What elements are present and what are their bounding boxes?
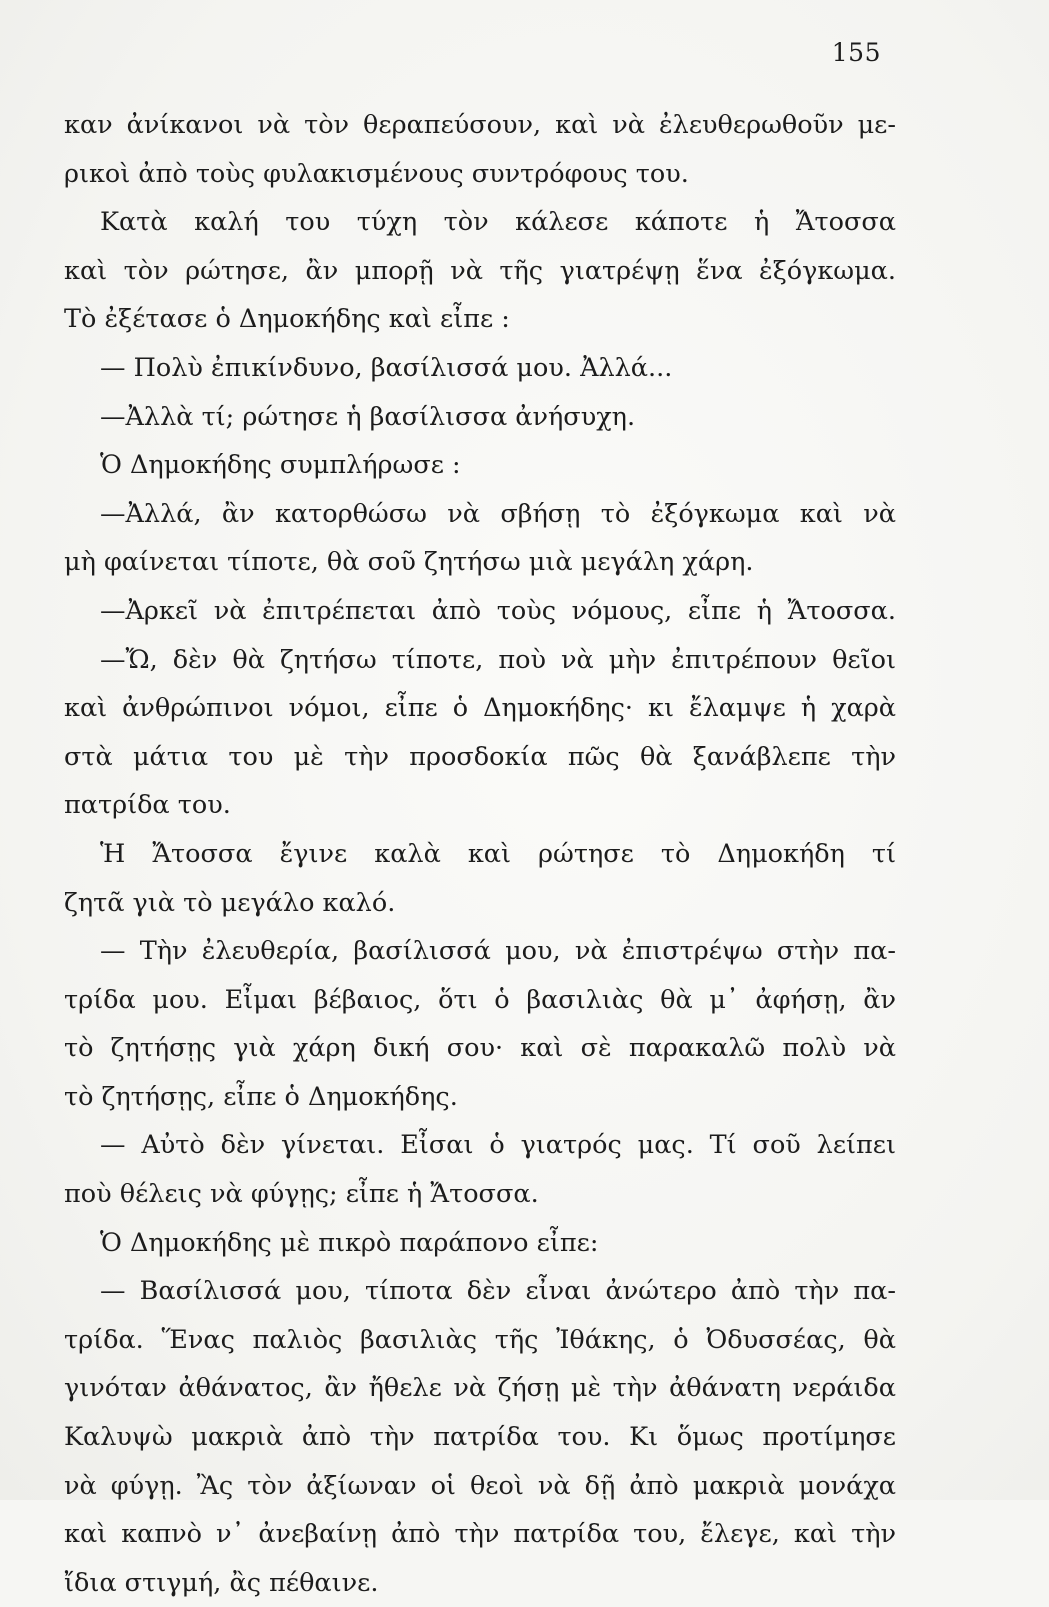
text-line: Τὸ ἐξέτασε ὁ Δημοκήδης καὶ εἶπε : [64, 304, 510, 335]
text-line: —Ἀλλὰ τί; ρώτησε ἡ βασίλισσα ἀνήσυχη. [100, 401, 636, 432]
text-line: Ὁ Δημοκήδης συμπλήρωσε : [100, 450, 461, 481]
page-number: 155 [831, 38, 881, 67]
text-line: Καλυψὼ μακριὰ ἀπὸ τὴν πατρίδα του. Κι ὅμως προτίμησε [64, 1422, 896, 1453]
text-line: νὰ φύγῃ. Ἂς τὸν ἀξίωναν οἱ θεοὶ νὰ δῇ ἀπὸ μακριὰ μονάχα [64, 1470, 896, 1501]
text-line: Ὁ Δημοκήδης μὲ πικρὸ παράπονο εἶπε: [100, 1227, 599, 1258]
text-line: —Ὤ, δὲν θὰ ζητήσω τίποτε, ποὺ νὰ μὴν ἐπιτρέπουν θεῖοι [100, 644, 896, 675]
text-line: —Ἀρκεῖ νὰ ἐπιτρέπεται ἀπὸ τοὺς νόμους, εἶπε ἡ Ἄτοσσα. [100, 595, 896, 626]
text-line: — Βασίλισσά μου, τίποτα δὲν εἶναι ἀνώτερο ἀπὸ τὴν πα- [100, 1276, 896, 1307]
text-line: — Αὐτὸ δὲν γίνεται. Εἶσαι ὁ γιατρός μας. Τί σοῦ λείπει [100, 1130, 896, 1161]
text-line: τὸ ζητήσῃς, εἶπε ὁ Δημοκήδης. [64, 1081, 458, 1112]
text-line: — Τὴν ἐλευθερία, βασίλισσά μου, νὰ ἐπιστρέψω στὴν πα- [100, 936, 896, 967]
text-line: ποὺ θέλεις νὰ φύγῃς; εἶπε ἡ Ἄτοσσα. [64, 1179, 539, 1210]
text-line: στὰ μάτια του μὲ τὴν προσδοκία πῶς θὰ ξανάβλεπε τὴν [64, 741, 896, 772]
text-line: πατρίδα του. [64, 790, 231, 821]
text-line: καὶ τὸν ρώτησε, ἂν μπορῇ νὰ τῆς γιατρέψῃ ἕνα ἐξόγκωμα. [64, 255, 896, 286]
text-line: Κατὰ καλή του τύχη τὸν κάλεσε κάποτε ἡ Ἄτοσσα [100, 207, 896, 238]
text-line: —Ἀλλά, ἂν κατορθώσω νὰ σβήσῃ τὸ ἐξόγκωμα καὶ νὰ [100, 498, 896, 529]
body-text [64, 101, 896, 1607]
text-line: τρίδα. Ἕνας παλιὸς βασιλιὰς τῆς Ἰθάκης, ὁ Ὀδυσσέας, θὰ [64, 1324, 896, 1355]
text-line: ἴδια στιγμή, ἂς πέθαινε. [64, 1567, 379, 1598]
text-line: Ἡ Ἄτοσσα ἔγινε καλὰ καὶ ρώτησε τὸ Δημοκήδη τί [100, 838, 896, 869]
text-line: γινόταν ἀθάνατος, ἂν ἤθελε νὰ ζήσῃ μὲ τὴν ἀθάνατη νεράιδα [64, 1373, 896, 1404]
text-line: μὴ φαίνεται τίποτε, θὰ σοῦ ζητήσω μιὰ μεγάλη χάρη. [64, 547, 754, 578]
text-line: καὶ ἀνθρώπινοι νόμοι, εἶπε ὁ Δημοκήδης· κι ἔλαμψε ἡ χαρὰ [64, 693, 896, 724]
text-line: — Πολὺ ἐπικίνδυνο, βασίλισσά μου. Ἀλλά... [100, 352, 673, 383]
text-line: ρικοὶ ἀπὸ τοὺς φυλακισμένους συντρόφους του. [64, 158, 689, 189]
text-line: τρίδα μου. Εἶμαι βέβαιος, ὅτι ὁ βασιλιὰς θὰ μ᾽ ἀφήσῃ, ἂν [64, 984, 896, 1015]
text-line: τὸ ζητήσῃς γιὰ χάρη δική σου· καὶ σὲ παρακαλῶ πολὺ νὰ [64, 1033, 896, 1064]
text-line: καν ἀνίκανοι νὰ τὸν θεραπεύσουν, καὶ νὰ ἐλευθερωθοῦν με- [64, 110, 896, 140]
text-line: ζητᾶ γιὰ τὸ μεγάλο καλό. [64, 887, 396, 918]
text-line: καὶ καπνὸ ν᾽ ἀνεβαίνῃ ἀπὸ τὴν πατρίδα του, ἔλεγε, καὶ τὴν [64, 1519, 896, 1550]
